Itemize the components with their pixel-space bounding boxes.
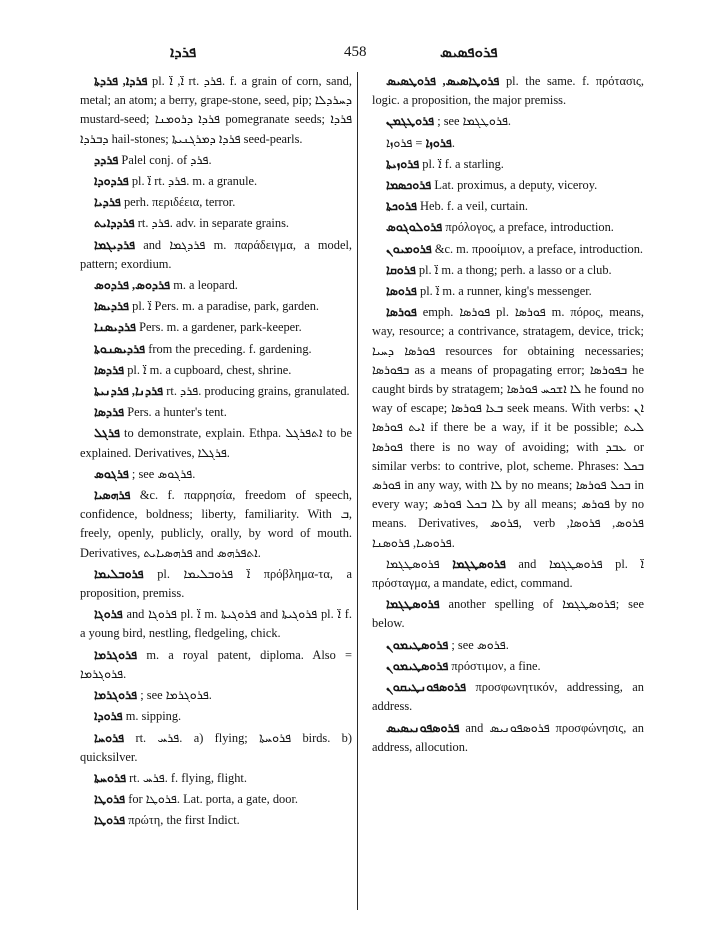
entry-headword: ܦܪܘܕܐ xyxy=(94,709,123,724)
entry-definition: and ܦܪܘܣܦܘܢܝܣ προσφώνησις, an address, allocution. xyxy=(372,720,644,754)
entry-definition: Lat. proximus, a deputy, viceroy. xyxy=(434,178,598,193)
dictionary-entry xyxy=(372,155,644,174)
entry-definition: rt. ܦܪܚ. f. flying, flight. xyxy=(129,770,247,785)
entry-definition: another spelling of ܦܪܘܣܛܓܡܐ; see below. xyxy=(372,597,644,631)
dictionary-entry xyxy=(80,236,352,274)
entry-definition: rt. ܦܪܕ. producing grains, granulated. xyxy=(166,384,350,399)
entry-definition: &c. m. προοίμιον, a preface, introduction. xyxy=(434,241,644,256)
entry-headword: ܦܪܘܣܦܘܢܛܝܩܘܢ xyxy=(386,680,467,695)
dictionary-entry xyxy=(80,382,352,401)
entry-definition: from the preceding. f. gardening. xyxy=(148,341,312,356)
entry-headword: ܦܪܕܕܐܝܬ xyxy=(94,216,135,231)
dictionary-entry xyxy=(80,729,352,767)
entry-headword: ܦܪܕܝܓܡܐ xyxy=(94,237,136,252)
dictionary-entry xyxy=(372,197,644,216)
entry-definition: m. a royal patent, diploma. Also = ܦܪܘܓܪܡܐ. xyxy=(80,647,352,681)
dictionary-entry xyxy=(372,303,644,553)
left-running-head: ܦܪܕܐ xyxy=(170,45,197,61)
entry-definition: Palel conj. of ܦܪܕ. xyxy=(121,152,212,167)
entry-definition: pl. ܐ̈ rt. ܦܪܕ. m. a granule. xyxy=(131,174,258,189)
entry-headword: ܦܪܕܣܐ xyxy=(94,405,125,420)
entry-headword: ܦܪܘܟܣܡܐ xyxy=(386,178,432,193)
dictionary-entry xyxy=(372,657,644,676)
entry-definition: pl. ܐ̈ m. a runner, king's messenger. xyxy=(420,284,592,299)
dictionary-entry xyxy=(80,193,352,212)
entry-headword: ܦܪܕܐ, ܦܪܕܬܐ xyxy=(94,74,148,88)
dictionary-entry xyxy=(372,134,644,153)
entry-definition: m. sipping. xyxy=(125,709,182,724)
entry-headword: ܦܪܘܓܐ xyxy=(94,607,123,622)
dictionary-entry xyxy=(80,214,352,233)
dictionary-entry xyxy=(372,112,644,131)
entry-headword: ܦܪܘܣܛܝܡܘܢ xyxy=(386,637,449,652)
entry-headword: ܦܪܘܒܠܝܡܐ xyxy=(94,566,144,581)
entry-headword: ܦܪܘܚܐ xyxy=(94,730,125,745)
dictionary-entry xyxy=(80,646,352,684)
column-divider xyxy=(357,72,358,910)
dictionary-entry xyxy=(372,555,644,593)
dictionary-entry xyxy=(80,769,352,788)
entry-definition: pl. ܐ̈ Pers. m. a paradise, park, garden. xyxy=(132,299,320,314)
dictionary-entry xyxy=(80,686,352,705)
entry-definition: pl. ܐ̈ f. a starling. xyxy=(422,156,504,171)
entry-headword: ܦܪܘܛܐ xyxy=(94,813,126,828)
entry-definition: and ܦܪܘܓܐ pl. ܐ̈ m. ܦܪܘܓܝܬܐ and ܦܪܘܓܝܬܐ pl. ܐ̈ f. a young bird, nestling, fledgeling, chick. xyxy=(80,607,352,641)
entry-headword: ܦܪܓܘܣ xyxy=(94,466,129,481)
entry-headword: ܦܪܘܟܬܐ xyxy=(386,199,417,214)
dictionary-entry xyxy=(372,678,644,716)
entry-definition: rt. ܦܪܕ. adv. in separate grains. xyxy=(137,216,289,231)
dictionary-entry xyxy=(80,172,352,191)
dictionary-entry xyxy=(372,636,644,655)
dictionary-entry xyxy=(80,361,352,380)
entry-definition: Heb. f. a veil, curtain. xyxy=(420,199,529,214)
entry-definition: emph. ܦܘܪܣܐ pl. ܦܘܪܣܐ m. πόρος, means, way, resource; a contrivance, stratagem, device, trick; ܦܘܪܣܐ ܕܚܝܐ resources for obtaining necessaries; ܒܦܘܪܣܐ as a means of propagating error; ܒܦܘܪܣܐ he caught birds by stratagem; ܠܐ ܐܫܟܚ ܦܘܪܣܐ he found no way of escape; ܒܥܐ ܦܘܪܣܐ seek means. With verbs: ܐܢ ܐܝܬ ܦܘܪܣܐ if there be a way, if it be possible; ܠܝܬ ܦܘܪܣܐ there is no way of avoiding; with ܥܒܕ or similar verbs: to contrive, plot, scheme. Phrases: ܒܟܠ ܦܘܪܣ in any way, with ܠܐ by no means; ܒܟܠ ܦܘܪܣܐ in every way; ܠܐ ܒܟܠ ܦܘܪܣ by all means; ܦܘܪܣ by no means. Derivatives, ܦܪܘܣ, verb ܦܪܘܣ, ܦܪܘܣܐ, ܦܪܘܣܝܐ, ܦܪܘܣܢܐ. xyxy=(372,305,645,550)
dictionary-entry xyxy=(80,151,352,170)
entry-definition: Pers. m. a gardener, park-keeper. xyxy=(139,320,302,335)
dictionary-entry xyxy=(80,318,352,337)
entry-definition: to demonstrate, explain. Ethpa. ܐܬܦܪܓܠ to be explained. Derivatives, ܦܪܓܠܐ. xyxy=(80,426,353,460)
entry-headword: ܦܪܕܣܐ xyxy=(94,362,125,377)
dictionary-entry xyxy=(80,486,352,563)
entry-definition: and ܦܪܕܓܡܐ m. παράδειγμα, a model, pattern; exordium. xyxy=(80,237,352,271)
entry-definition: pl. ܐ̈ m. a thong; perh. a lasso or a club. xyxy=(418,262,612,277)
entry-definition: m. a leopard. xyxy=(173,278,238,293)
entry-definition: &c. f. παρρησία, freedom of speech, confidence, boldness; liberty, familiarity. With ܒ, freely, openly, publicly, orally, by word of mouth. Derivatives, ܦܪܗܣܝܐܝܬ and ܐܬܦܪܗܣ. xyxy=(80,488,352,560)
dictionary-entry xyxy=(80,565,352,603)
entry-definition: pl. ܐ̈ m. a cupboard, chest, shrine. xyxy=(127,362,292,377)
entry-headword: ܦܪܕܢܐ, ܦܪܕܢܝܬܐ xyxy=(94,384,164,399)
dictionary-entry xyxy=(80,790,352,809)
dictionary-entry xyxy=(80,707,352,726)
entry-headword: ܦܪܘܛܐ xyxy=(94,792,126,807)
entry-headword: ܦܪܕܝܣܐ xyxy=(94,299,130,314)
entry-headword: ܦܪܘܛܓܡܢ xyxy=(386,114,435,129)
page-number: 458 xyxy=(344,44,367,60)
dictionary-entry xyxy=(372,595,644,633)
entry-headword: ܦܪܘܚܬܐ xyxy=(94,770,127,785)
dictionary-entry xyxy=(80,403,352,422)
dictionary-entry xyxy=(372,218,644,237)
entry-definition: ; see ܦܪܘܛܓܡܐ. xyxy=(437,114,512,129)
entry-definition: pl. the same. f. πρότασις, logic. a proposition, the major premiss. xyxy=(372,74,644,108)
entry-headword: ܦܪܘܩܐ xyxy=(386,262,416,277)
entry-headword: ܦܪܕܕ xyxy=(94,152,119,167)
page-header xyxy=(0,40,704,70)
entry-headword: ܦܪܘܣܐ xyxy=(386,284,417,299)
entry-headword: ܦܪܘܣܛܓܡܐ xyxy=(452,556,506,571)
entry-headword: ܦܘܪܣܐ xyxy=(386,305,417,320)
entry-headword: ܦܪܘܣܛܓܡܐ xyxy=(386,597,440,612)
dictionary-entry xyxy=(80,340,352,359)
dictionary-entry xyxy=(80,297,352,316)
dictionary-entry xyxy=(372,176,644,195)
entry-definition: pl. ܐ̈, ܐ̈ rt. ܦܪܕ. f. a grain of corn, sand, metal; an atom; a berry, grape-stone, seed, pip; ܕܚܪܕܠܐ mustard-seed; ܦܪܕܐ ܕܪܘܡܢܐ pomegranate seeds; ܦܪܕܐ ܕܒܪܕܐ hail-stones; ܦܪܕܐ ܕܡܪܓܢܝܬܐ seed-pearls. xyxy=(80,74,353,146)
entry-headword: ܦܪܘܡܝܘܢ xyxy=(386,241,432,256)
entry-definition: προσφωνητικόν, addressing, an address. xyxy=(372,680,644,714)
dictionary-entry xyxy=(80,72,352,149)
entry-headword: ܦܪܘܣܛܝܡܘܢ xyxy=(386,658,449,673)
dictionary-entry xyxy=(372,240,644,259)
dictionary-entry xyxy=(80,811,352,830)
entry-definition: πρόλογος, a preface, introduction. xyxy=(445,220,614,235)
entry-definition: perh. περιδέεια, terror. xyxy=(123,195,236,210)
dictionary-entry xyxy=(80,465,352,484)
dictionary-entry xyxy=(372,261,644,280)
entry-headword: ܦܪܕܘܣ, ܦܪܕܘܣ xyxy=(94,278,171,293)
entry-definition: πρώτη, the first Indict. xyxy=(128,813,240,828)
entry-definition: for ܦܪܘܛܐ. Lat. porta, a gate, door. xyxy=(128,792,298,807)
entry-headword: ܦܪܕܝܐ xyxy=(94,195,121,210)
entry-definition: rt. ܦܪܚ. a) flying; ܦܪܘܚܬܐ birds. b) quicksilver. xyxy=(80,730,352,764)
entry-headword: ܦܪܗܣܝܐ xyxy=(94,488,131,503)
dictionary-entry xyxy=(372,282,644,301)
right-column xyxy=(372,72,644,759)
entry-definition: Pers. a hunter's tent. xyxy=(127,405,227,420)
dictionary-entry xyxy=(80,276,352,295)
entry-definition: pl. ܐ̈ ܦܪܘܒܠܝܡܐ πρόβλημα-τα, a proposition, premiss. xyxy=(80,566,353,601)
entry-definition: = ܦܪܘܙܐ. xyxy=(386,135,455,150)
entry-headword: ܦܪܘܙܐ xyxy=(425,135,452,150)
dictionary-entry xyxy=(80,605,352,643)
entry-headword: ܦܪܘܣܦܘܢܝܣܝܣ xyxy=(386,720,460,735)
dictionary-entry xyxy=(372,72,644,110)
entry-definition: ; see ܦܪܘܣ. xyxy=(451,637,509,652)
dictionary-entry xyxy=(372,719,644,757)
entry-definition: ; see ܦܪܓܘܣ. xyxy=(131,466,196,481)
entry-headword: ܦܪܕܝܣܢܐ xyxy=(94,320,137,335)
entry-definition: ; see ܦܪܘܓܪܡܐ. xyxy=(140,688,212,703)
entry-headword: ܦܪܘܙܝܬܐ xyxy=(386,156,420,171)
entry-headword: ܦܪܕܘܕܐ xyxy=(94,174,129,189)
left-column xyxy=(80,72,352,833)
dictionary-entry xyxy=(80,424,352,462)
entry-definition: πρόστιμον, a fine. xyxy=(451,658,541,673)
entry-headword: ܦܪܕܝܣܢܘܬܐ xyxy=(94,341,146,356)
entry-headword: ܦܪܘܠܘܓܘܣ xyxy=(386,220,443,235)
entry-headword: ܦܪܘܛܐܣܝܣ, ܦܪܘܛܣܝܣ xyxy=(386,74,500,88)
entry-headword: ܦܪܘܓܪܡܐ xyxy=(94,688,138,703)
entry-definition: ܦܪܘܣܛܓܡܐ and ܦܪܘܣܛܓܡܐ pl. ܐ̈ πρόσταγμα, a mandate, edict, command. xyxy=(372,556,645,591)
entry-headword: ܦܪܘܓܪܡܐ xyxy=(94,647,138,662)
right-running-head: ܦܪܘܦܣܝܣ xyxy=(440,45,498,61)
entry-headword: ܦܪܓܠ xyxy=(94,426,120,441)
